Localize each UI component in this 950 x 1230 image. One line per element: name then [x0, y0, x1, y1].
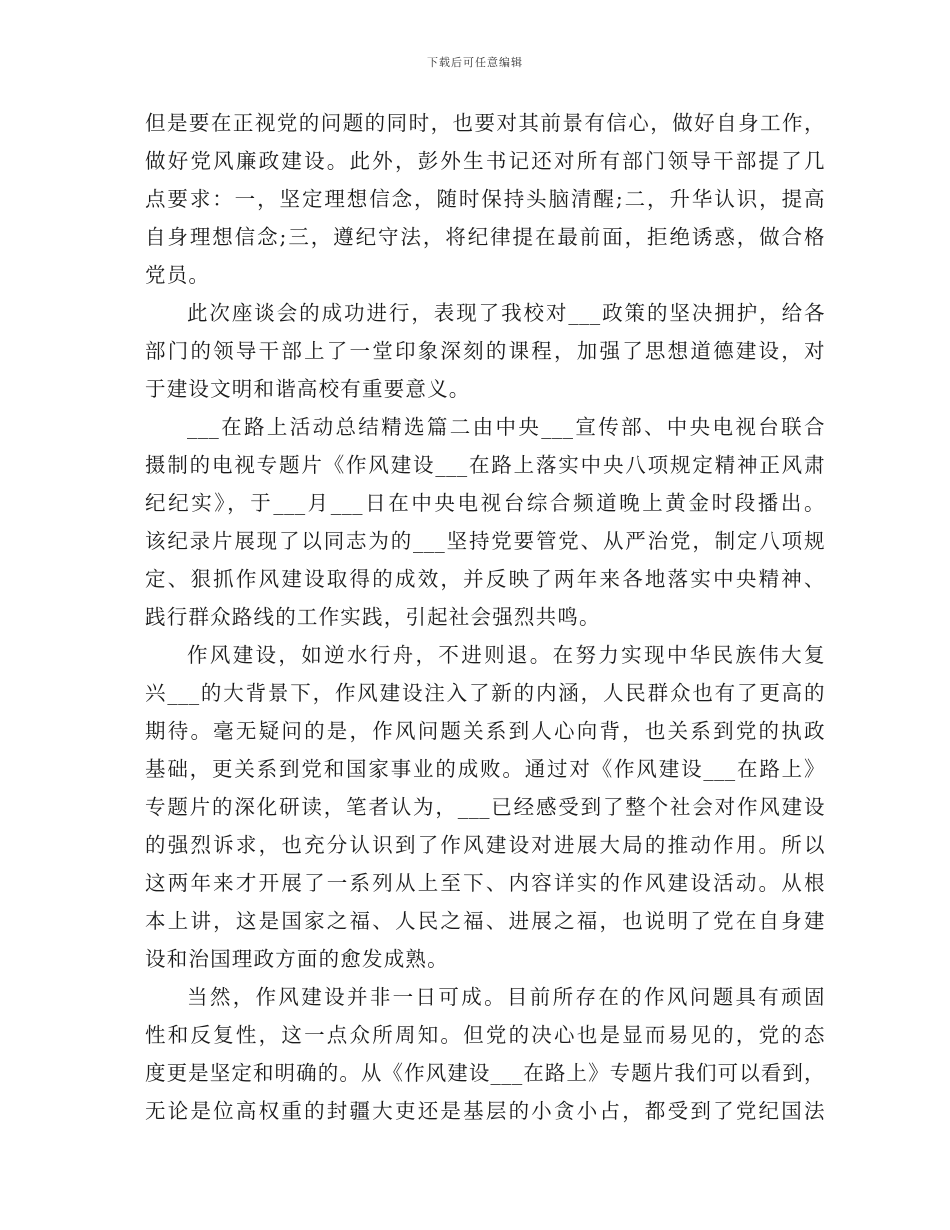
text-line: 于建设文明和谐高校有重要意义。 — [145, 377, 471, 401]
text-line: 党员。 — [145, 263, 211, 287]
text-line: 摄制的电视专题片《作风建设___在路上落实中央八项规定精神正风肃 — [145, 453, 825, 477]
text-line: 部门的领导干部上了一堂印象深刻的课程，加强了思想道德建设，对 — [145, 339, 825, 363]
text-line: 专题片的深化研读，笔者认为，___已经感受到了整个社会对作风建设 — [145, 795, 825, 819]
text-line: 纪纪实》，于___月___日在中央电视台综合频道晚上黄金时段播出。 — [145, 491, 825, 515]
text-line: 但是要在正视党的问题的同时，也要对其前景有信心，做好自身工作， — [145, 111, 825, 135]
text-line: 自身理想信念;三，遵纪守法，将纪律提在最前面，拒绝诱惑，做合格 — [145, 225, 825, 249]
text-line: 的强烈诉求，也充分认识到了作风建设对进展大局的推动作用。所以 — [145, 833, 825, 857]
text-line: 当然，作风建设并非一日可成。目前所存在的作风问题具有顽固 — [187, 985, 825, 1009]
text-line: 点要求：一，坚定理想信念，随时保持头脑清醒;二，升华认识，提高 — [145, 187, 825, 211]
text-line: 无论是位高权重的封疆大吏还是基层的小贪小占，都受到了党纪国法 — [145, 1099, 825, 1123]
text-line: 这两年来才开展了一系列从上至下、内容详实的作风建设活动。从根 — [145, 871, 825, 895]
text-line: 做好党风廉政建设。此外，彭外生书记还对所有部门领导干部提了几 — [145, 149, 825, 173]
text-line: 基础，更关系到党和国家事业的成败。通过对《作风建设___在路上》 — [145, 757, 825, 781]
header-note: 下载后可任意编辑 — [427, 56, 523, 69]
text-line: ___在路上活动总结精选篇二由中央___宣传部、中央电视台联合 — [187, 415, 825, 439]
document-body — [145, 104, 825, 1130]
text-line: 设和治国理政方面的愈发成熟。 — [145, 947, 449, 971]
text-line: 该纪录片展现了以同志为的___坚持党要管党、从严治党，制定八项规 — [145, 529, 825, 553]
text-line: 度更是坚定和明确的。从《作风建设___在路上》专题片我们可以看到， — [145, 1061, 825, 1085]
text-line: 本上讲，这是国家之福、人民之福、进展之福，也说明了党在自身建 — [145, 909, 825, 933]
text-line: 期待。毫无疑问的是，作风问题关系到人心向背，也关系到党的执政 — [145, 719, 825, 743]
text-line: 作风建设，如逆水行舟，不进则退。在努力实现中华民族伟大复 — [187, 643, 825, 667]
text-line: 践行群众路线的工作实践，引起社会强烈共鸣。 — [145, 605, 601, 629]
text-line: 兴___的大背景下，作风建设注入了新的内涵，人民群众也有了更高的 — [145, 681, 825, 705]
text-line: 定、狠抓作风建设取得的成效，并反映了两年来各地落实中央精神、 — [145, 567, 825, 591]
text-line: 此次座谈会的成功进行，表现了我校对___政策的坚决拥护，给各 — [187, 301, 825, 325]
text-line: 性和反复性，这一点众所周知。但党的决心也是显而易见的，党的态 — [145, 1023, 825, 1047]
